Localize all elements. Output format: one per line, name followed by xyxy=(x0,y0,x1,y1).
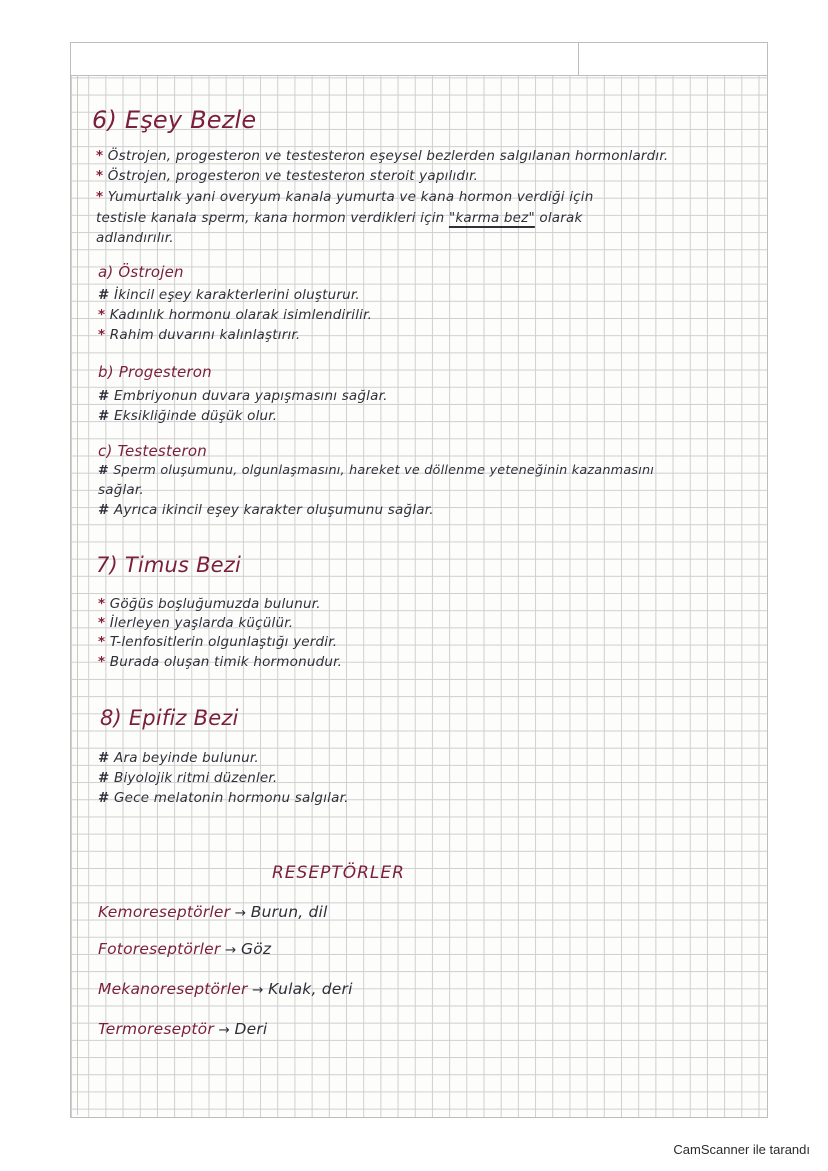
receptor-organ: Burun, dil xyxy=(250,903,328,921)
hash-bullet: # xyxy=(98,770,110,786)
s6-line-4-text: testisle kanala sperm, kana hormon verdikleri için xyxy=(96,210,445,226)
s7-line-2 xyxy=(98,617,293,631)
hash-bullet: # xyxy=(98,408,110,424)
s6a-title: a) Östrojen xyxy=(98,263,184,281)
hash-bullet: # xyxy=(98,287,110,303)
s6b-line-2-text: Eksikliğinde düşük olur. xyxy=(114,408,278,424)
star-bullet: * xyxy=(98,307,106,323)
s6c-line-3-text: Ayrıca ikincil eşey karakter oluşumunu sağlar. xyxy=(114,502,434,518)
receptors-title: RESEPTÖRLER xyxy=(272,863,405,883)
s6c-title: c) Testesteron xyxy=(98,442,207,460)
s7-line-1 xyxy=(98,598,321,612)
s6b-line-2 xyxy=(98,410,277,424)
receptor-row xyxy=(98,1022,267,1038)
arrow-icon: → xyxy=(218,1022,230,1038)
s6c-line-2: sağlar. xyxy=(98,482,144,498)
receptor-row xyxy=(98,942,271,958)
s8-line-3-text: Gece melatonin hormonu salgılar. xyxy=(114,790,349,806)
scanner-watermark: CamScanner ile tarandı xyxy=(673,1142,810,1157)
s6a-line-3-text: Rahim duvarını kalınlaştırır. xyxy=(109,327,301,343)
star-bullet: * xyxy=(98,654,106,670)
karma-bez-term: "karma bez" xyxy=(448,210,535,226)
s6a-line-1 xyxy=(98,289,360,303)
receptor-row xyxy=(98,905,328,921)
s8-line-3 xyxy=(98,792,349,806)
arrow-icon: → xyxy=(224,942,237,958)
s6b-line-1-text: Embriyonun duvara yapışmasını sağlar. xyxy=(114,388,388,404)
section-7-title: 7) Timus Bezi xyxy=(96,553,242,577)
s6-line-3 xyxy=(96,191,594,205)
s6-line-5: adlandırılır. xyxy=(96,230,174,246)
s6-line-2 xyxy=(96,170,478,184)
s7-line-1-text: Göğüs boşluğumuzda bulunur. xyxy=(109,596,321,612)
s8-line-2-text: Biyolojik ritmi düzenler. xyxy=(114,770,278,786)
s6b-title: b) Progesteron xyxy=(98,363,212,381)
hash-bullet: # xyxy=(98,388,110,404)
s6-line-1-text: Östrojen, progesteron ve testesteron eşeysel bezlerden salgılanan hormonlardır. xyxy=(107,148,669,164)
margin-line xyxy=(77,75,78,1115)
s6a-line-2 xyxy=(98,309,372,323)
s6-line-1 xyxy=(96,150,668,164)
receptor-organ: Deri xyxy=(234,1020,268,1038)
s7-line-4-text: Burada oluşan timik hormonudur. xyxy=(109,654,343,670)
receptor-type: Kemoreseptörler xyxy=(98,903,231,921)
receptor-organ: Kulak, deri xyxy=(268,980,353,998)
receptor-organ: Göz xyxy=(240,940,272,958)
section-8-title: 8) Epifiz Bezi xyxy=(100,706,239,730)
star-bullet: * xyxy=(98,615,106,631)
s6c-line-1 xyxy=(98,465,654,478)
s6-line-4 xyxy=(96,212,583,226)
hash-bullet: # xyxy=(98,750,110,766)
receptor-type: Fotoreseptörler xyxy=(98,940,221,958)
s6-line-4-end: olarak xyxy=(539,210,583,226)
s6b-line-1 xyxy=(98,390,388,404)
star-bullet: * xyxy=(96,168,104,184)
star-bullet: * xyxy=(96,189,104,205)
s6a-line-2-text: Kadınlık hormonu olarak isimlendirilir. xyxy=(109,307,373,323)
s6a-line-3 xyxy=(98,329,300,343)
s6a-line-1-text: İkincil eşey karakterlerini oluşturur. xyxy=(114,287,360,303)
header-divider xyxy=(578,43,579,75)
s6c-line-1-text: Sperm oluşumunu, olgunlaşmasını, hareket ve döllenme yeteneğinin kazanmasını xyxy=(113,463,655,478)
receptor-type: Termoreseptör xyxy=(98,1020,214,1038)
s8-line-2 xyxy=(98,772,277,786)
s8-line-1-text: Ara beyinde bulunur. xyxy=(114,750,259,766)
hash-bullet: # xyxy=(98,463,109,478)
section-6-title: 6) Eşey Bezle xyxy=(92,106,257,134)
receptor-type: Mekanoreseptörler xyxy=(98,980,248,998)
s6c-line-3 xyxy=(98,504,434,518)
s6-line-2-text: Östrojen, progesteron ve testesteron steroit yapılıdır. xyxy=(107,168,479,184)
s7-line-3-text: T-lenfositlerin olgunlaştığı yerdir. xyxy=(109,634,338,650)
hash-bullet: # xyxy=(98,790,110,806)
arrow-icon: → xyxy=(234,905,247,921)
star-bullet: * xyxy=(98,327,106,343)
arrow-icon: → xyxy=(252,982,264,998)
star-bullet: * xyxy=(98,634,106,650)
s6-line-3-text: Yumurtalık yani overyum kanala yumurta ve kana hormon verdiği için xyxy=(107,189,594,205)
star-bullet: * xyxy=(98,596,106,612)
s8-line-1 xyxy=(98,752,259,766)
page-header-box xyxy=(71,43,767,76)
receptor-row xyxy=(98,982,353,998)
hash-bullet: # xyxy=(98,502,110,518)
s7-line-2-text: İlerleyen yaşlarda küçülür. xyxy=(109,615,294,631)
star-bullet: * xyxy=(96,148,104,164)
s7-line-4 xyxy=(98,656,342,670)
s7-line-3 xyxy=(98,636,337,650)
